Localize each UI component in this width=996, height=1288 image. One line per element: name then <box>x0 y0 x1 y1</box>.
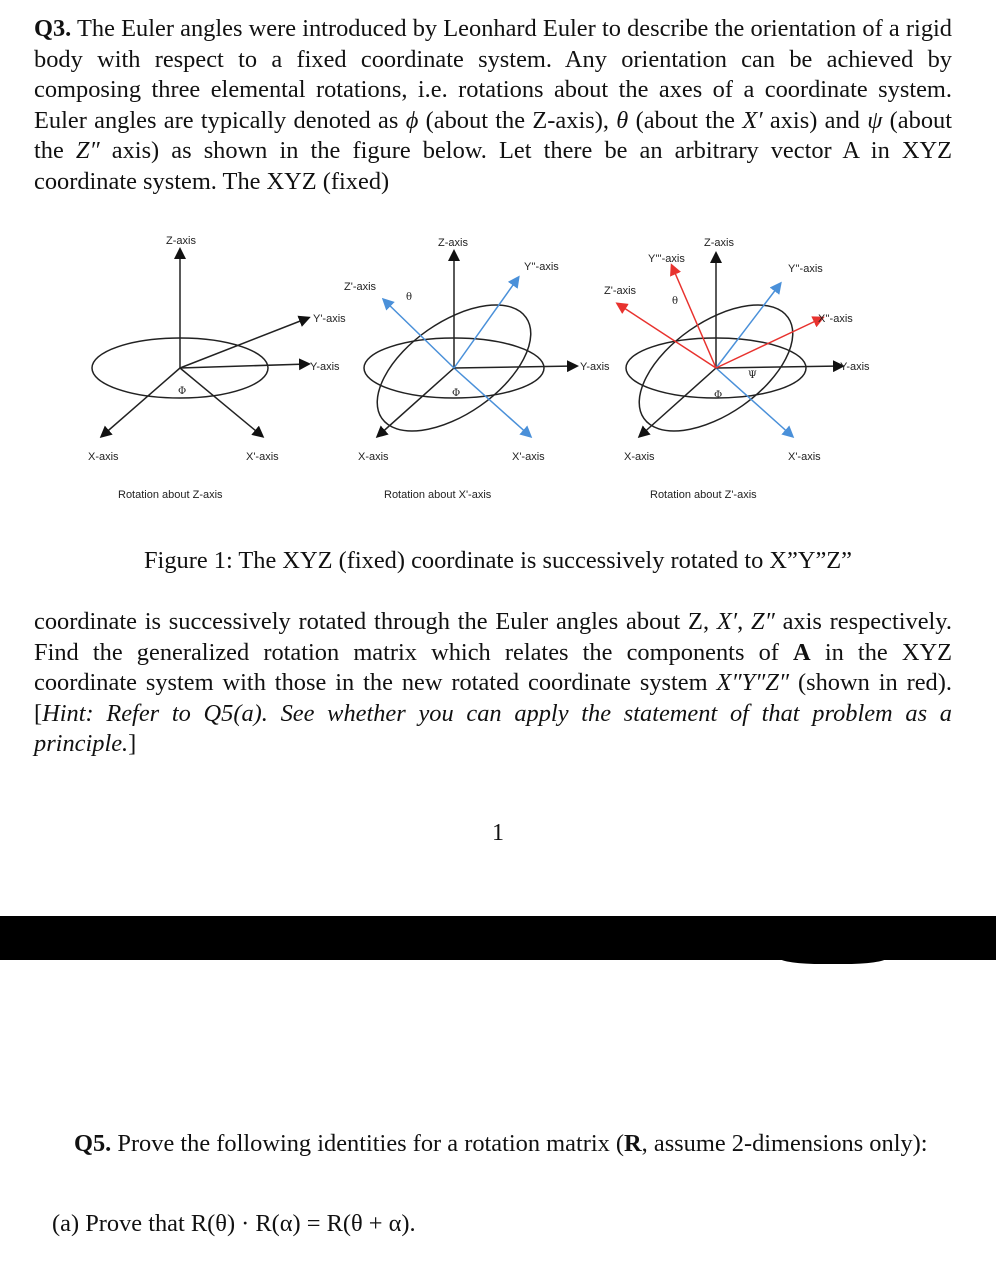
p2-ydp-label: Y''-axis <box>524 261 559 273</box>
p3-y3-label: Y'''-axis <box>648 253 685 265</box>
p1-caption: Rotation about Z-axis <box>118 489 223 501</box>
panel-rotation-x <box>310 237 576 501</box>
p3-z-label: Z-axis <box>704 237 734 249</box>
comma: , <box>737 608 744 635</box>
p3-y-label: Y-axis <box>840 361 870 373</box>
q3-text-part: axis) and <box>769 106 860 134</box>
p3-x-label: X-axis <box>624 451 655 463</box>
panel-rotation-z-prime <box>580 237 870 501</box>
p3-zp-label: Z'-axis <box>604 285 637 297</box>
euler-figure <box>80 228 880 508</box>
p3-psi-label: Ψ <box>748 370 757 381</box>
p3-theta-label: θ <box>672 296 679 307</box>
hint-bracket: [ <box>34 699 43 727</box>
q3-label: Q3. <box>34 15 72 42</box>
q3-cont-text: axis respectively. Find the generalized rotation matrix which relates the components of <box>34 608 952 666</box>
q5-label: Q5. <box>74 1130 112 1157</box>
psi-symbol: ψ <box>867 106 883 134</box>
q3-text-part: axis) as shown in the figure below. Let there be an arbitrary vector A in XYZ coordinate system. The XYZ (fixed) <box>34 137 952 195</box>
vector-a: A <box>793 638 811 666</box>
p2-xp-label: X'-axis <box>512 451 545 463</box>
part-a-label: (a) <box>52 1210 80 1237</box>
p2-y-label: Y-axis <box>310 361 340 373</box>
z-double-prime-symbol: Z″ <box>751 608 775 635</box>
q5-text: , assume 2-dimensions only): <box>641 1130 928 1157</box>
part-a-formula: R(θ) · R(α) = R(θ + α). <box>190 1210 416 1237</box>
p3-y-label-left: Y-axis <box>580 361 610 373</box>
p2-phi-label: Φ <box>452 388 461 399</box>
x-prime-symbol: X′ <box>742 106 763 134</box>
phi-symbol: ϕ <box>405 106 419 134</box>
p1-xp-label: X'-axis <box>246 451 279 463</box>
p1-x-label: X-axis <box>88 451 119 463</box>
p3-phi-label: Φ <box>714 390 723 401</box>
q3-cont-text: in the XYZ coordinate system with those in the new rotated coordinate system <box>34 638 952 697</box>
p2-yp-label: Y'-axis <box>313 313 346 325</box>
p2-caption: Rotation about X'-axis <box>384 489 492 501</box>
p2-x-label: X-axis <box>358 451 389 463</box>
hint-text: Hint: Refer to Q5(a). See whether you can apply the statement of that problem as a principle. <box>34 699 952 758</box>
q3-continuation <box>34 607 952 760</box>
q3-text-part: (about the <box>635 106 736 134</box>
p2-zp-label: Z'-axis <box>344 281 377 293</box>
rotation-matrix-symbol: R <box>624 1130 642 1157</box>
p3-xp-label: X'-axis <box>788 451 821 463</box>
part-a-text: Prove that <box>85 1210 185 1237</box>
q3-cont-text: (shown in red). <box>797 669 952 697</box>
q3-text-part: (about the <box>34 106 952 165</box>
q5-paragraph <box>34 1129 952 1160</box>
redaction-smudge <box>780 950 886 964</box>
x-prime-symbol: X′ <box>716 608 738 635</box>
z-double-prime-symbol: Z″ <box>75 137 100 165</box>
p1-z-label: Z-axis <box>166 235 196 247</box>
p3-caption: Rotation about Z'-axis <box>650 489 757 501</box>
hint-bracket: ] <box>128 730 137 758</box>
p2-theta-label: θ <box>406 292 413 303</box>
p2-z-label: Z-axis <box>438 237 468 249</box>
rotated-system-symbol: X″Y″Z″ <box>716 669 790 697</box>
p3-ydp-label: Y''-axis <box>788 263 823 275</box>
q3-cont-text: coordinate is successively rotated through the Euler angles about Z, <box>34 608 710 635</box>
panel-rotation-z <box>88 235 308 501</box>
q5-text: Prove the following identities for a rotation matrix ( <box>117 1130 625 1157</box>
q5-part-a <box>52 1210 416 1238</box>
q3-text: The Euler angles were introduced by Leonhard Euler to describe the orientation of a rigid body with respect to a fixed coordinate system. Any orientation can be achieved by composing three elemental rotations, i.e. rotations about the axes of a coordinate system. Euler angles are typically denoted as <box>34 15 952 134</box>
p3-x3-label: X''-axis <box>818 313 853 325</box>
q3-text-part: (about the Z-axis), <box>425 106 609 134</box>
q3-paragraph <box>34 14 952 198</box>
page-number: 1 <box>492 820 504 846</box>
theta-symbol: θ <box>616 106 629 134</box>
figure-caption: Figure 1: The XYZ (fixed) coordinate is successively rotated to X”Y”Z” <box>143 547 852 574</box>
p1-phi-label: Φ <box>178 386 187 397</box>
